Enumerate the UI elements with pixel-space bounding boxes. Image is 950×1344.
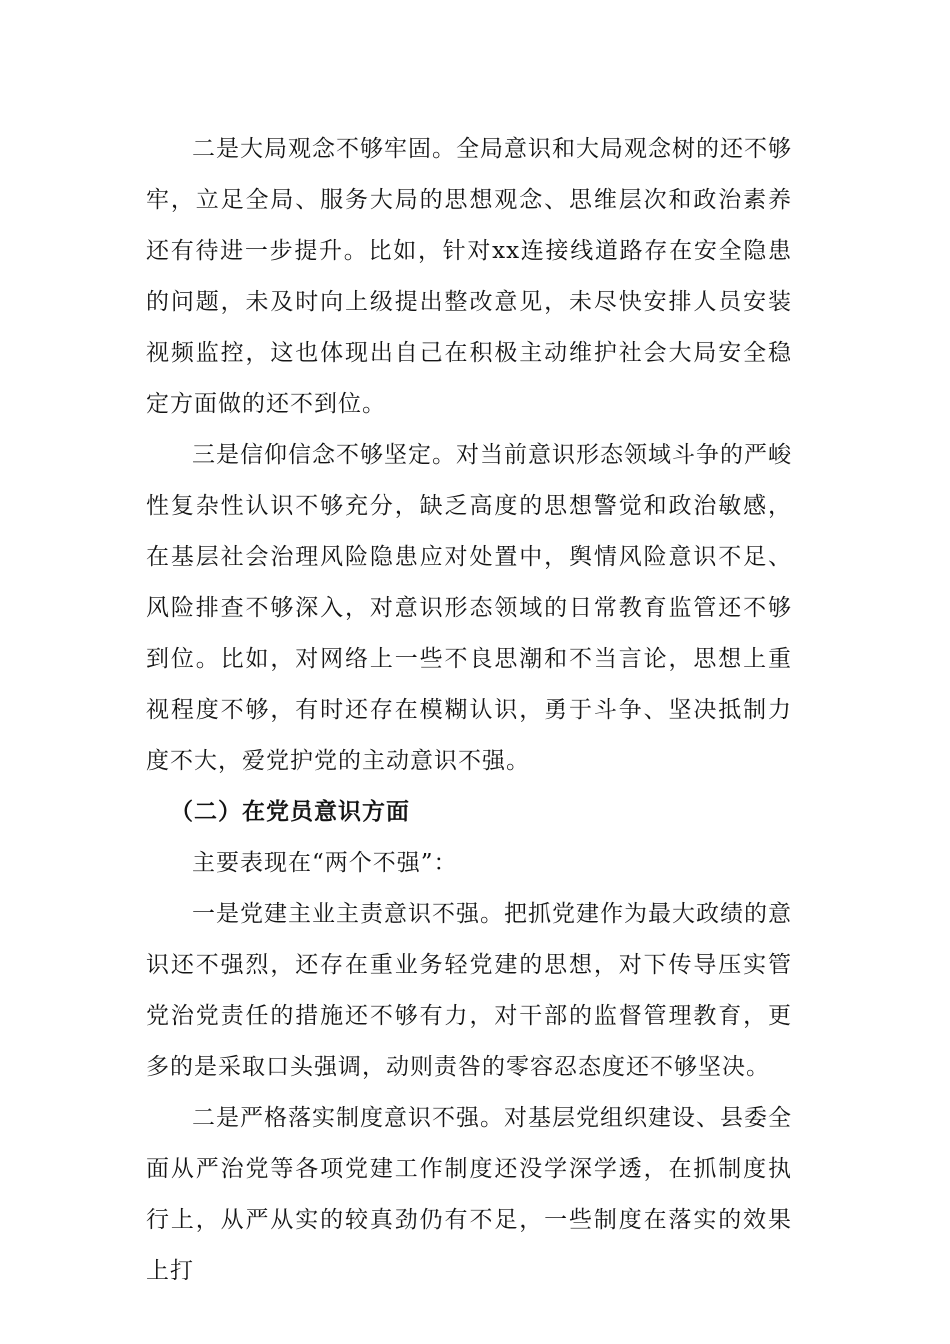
paragraph-intro: 主要表现在“两个不强”：: [192, 850, 458, 876]
paragraph-faith-belief: 三是信仰信念不够坚定。对当前意识形态领域斗争的严峻性复杂性认识不够充分，缺乏高度的思想警觉和政治敏感，在基层社会治理风险隐患应对处置中，舆情风险意识不足、风险排查不够深入，对意识形态领域的日常教育监管还不够到位。比如，对网络上一些不良思潮和不当言论，思想上重视程度不够，有时还存在模糊认识，勇于斗争、坚决抵制力度不大，爱党护党的主动意识不强。: [146, 442, 792, 774]
paragraph-party-building: 一是党建主业主责意识不强。把抓党建作为最大政绩的意识还不强烈，还存在重业务轻党建的思想，对下传导压实管党治党责任的措施还不够有力，对干部的监督管理教育，更多的是采取口头强调，动则责咎的零容忍态度还不够坚决。: [146, 901, 792, 1080]
section-heading: （二）在党员意识方面: [170, 799, 410, 825]
paragraph-system-implementation: 二是严格落实制度意识不强。对基层党组织建设、县委全面从严治党等各项党建工作制度还没学深学透，在抓制度执行上，从严从实的较真劲仍有不足，一些制度在落实的效果上打: [146, 1105, 792, 1284]
document-body: [146, 124, 792, 1297]
paragraph-big-picture: 二是大局观念不够牢固。全局意识和大局观念树的还不够牢，立足全局、服务大局的思想观念、思维层次和政治素养还有待进一步提升。比如，针对xx连接线道路存在安全隐患的问题，未及时向上级提出整改意见，未尽快安排人员安装视频监控，这也体现出自己在积极主动维护社会大局安全稳定方面做的还不到位。: [146, 136, 792, 417]
